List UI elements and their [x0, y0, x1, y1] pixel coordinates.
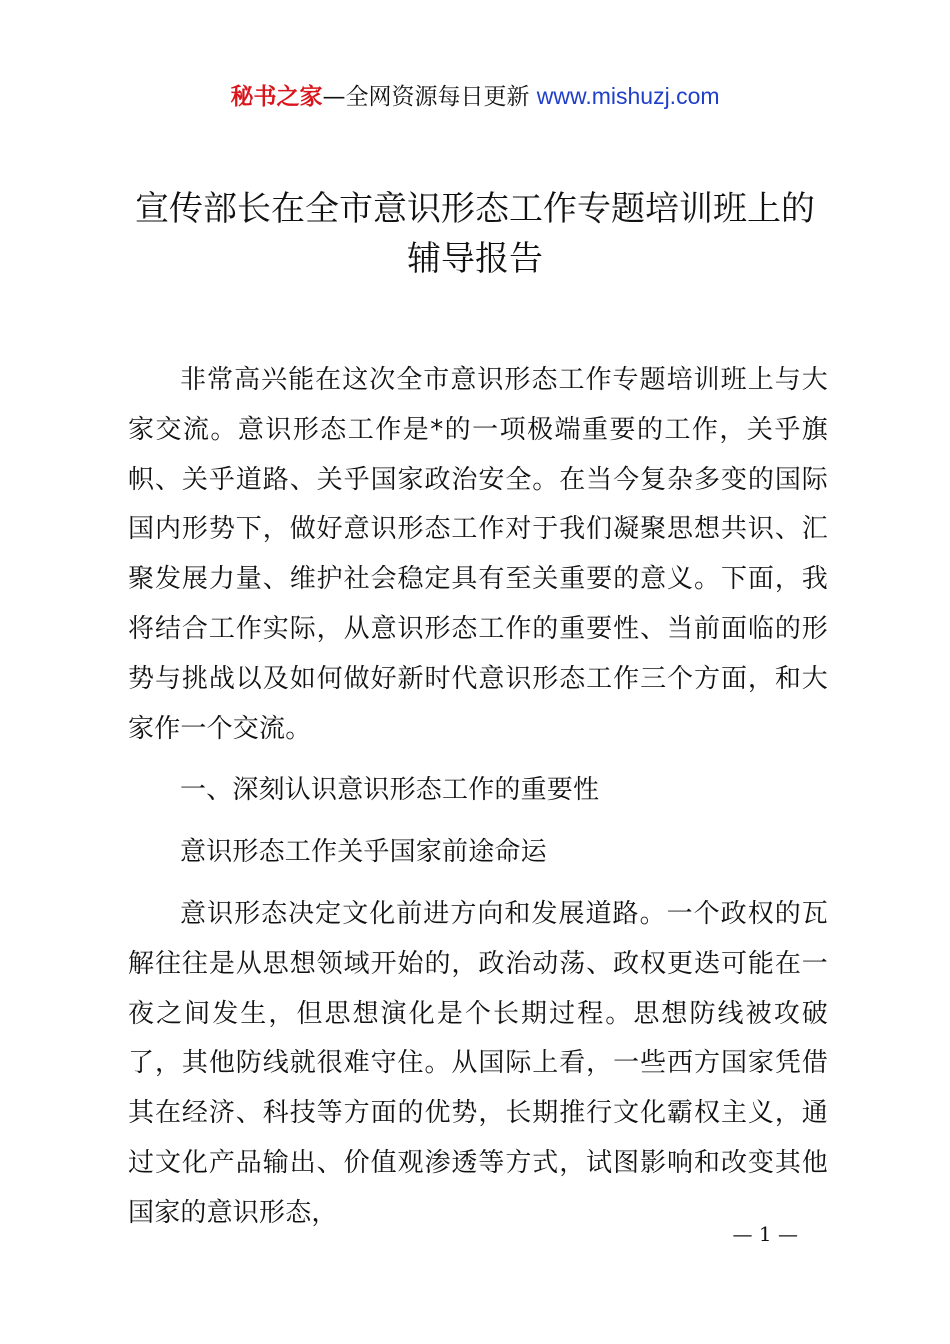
site-url-link[interactable]: www.mishuzj.com: [536, 83, 720, 109]
site-header: [0, 80, 950, 113]
brand-name: 秘书之家: [230, 84, 323, 110]
page-number: — 1 —: [732, 1222, 798, 1246]
header-tagline: —全网资源每日更新: [322, 84, 537, 110]
title-line-1: 宣传部长在全市意识形态工作专题培训班上的: [135, 189, 815, 229]
document-title: [80, 184, 870, 284]
subsection-heading: 意识形态工作关乎国家前途命运: [180, 837, 547, 868]
body-paragraph: 意识形态决定文化前进方向和发展道路。一个政权的瓦解往往是从思想领域开始的，政治动荡、政权更迭可能在一夜之间发生，但思想演化是个长期过程。思想防线被攻破了，其他防线就很难守住。从国际上看，一些西方国家凭借其在经济、科技等方面的优势，长期推行文化霸权主义，通过文化产品输出、价值观渗透等方式，试图影响和改变其他国家的意识形态，: [128, 898, 828, 1228]
section-heading: 一、深刻认识意识形态工作的重要性: [180, 775, 600, 806]
document-body: [128, 356, 828, 1239]
title-line-2: 辅导报告: [407, 239, 543, 279]
intro-paragraph: 非常高兴能在这次全市意识形态工作专题培训班上与大家交流。意识形态工作是*的一项极端重要的工作，关乎旗帜、关乎道路、关乎国家政治安全。在当今复杂多变的国际国内形势下，做好意识形态工作对于我们凝聚思想共识、汇聚发展力量、维护社会稳定具有至关重要的意义。下面，我将结合工作实际，从意识形态工作的重要性、当前面临的形势与挑战以及如何做好新时代意识形态工作三个方面，和大家作一个交流。: [128, 365, 828, 744]
